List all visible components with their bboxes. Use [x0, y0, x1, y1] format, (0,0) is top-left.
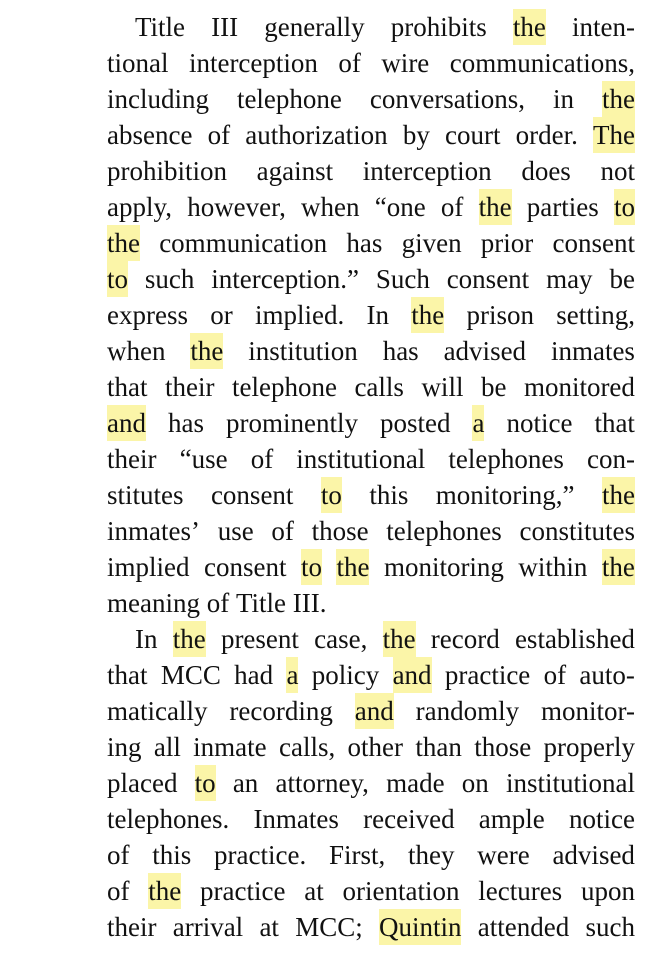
- word: that: [107, 660, 148, 690]
- word: implied.: [254, 300, 345, 330]
- word: inmate: [193, 732, 267, 762]
- word: Title: [235, 588, 287, 618]
- word: had: [234, 660, 274, 690]
- word: will: [421, 372, 464, 402]
- word: prominently: [225, 408, 358, 438]
- word: authorization: [245, 120, 388, 150]
- text-line: [107, 549, 635, 585]
- word: of: [250, 444, 274, 474]
- text-line: [107, 441, 635, 477]
- word: generally: [264, 12, 365, 42]
- text-line: [107, 153, 635, 189]
- text-line: [107, 837, 635, 873]
- word: setting,: [556, 300, 635, 330]
- word: this: [369, 480, 409, 510]
- highlighted-word: to: [614, 189, 635, 225]
- highlighted-word: the: [148, 873, 181, 909]
- word: auto-: [579, 660, 635, 690]
- word: practice: [444, 660, 531, 690]
- word: those: [474, 732, 532, 762]
- word: consent: [210, 480, 294, 510]
- word: their: [107, 912, 157, 942]
- text-line: [107, 477, 635, 513]
- highlighted-word: The: [593, 117, 635, 153]
- word: inmates’: [107, 516, 200, 546]
- word: at: [304, 876, 324, 906]
- highlighted-word: to: [321, 477, 342, 513]
- word: of: [543, 660, 567, 690]
- word: communications,: [449, 48, 635, 78]
- word: tional: [107, 48, 169, 78]
- text-line: [107, 693, 635, 729]
- word: constitutes: [519, 516, 635, 546]
- word: Inmates: [253, 804, 339, 834]
- word: received: [363, 804, 455, 834]
- highlighted-word: the: [190, 333, 223, 369]
- text-line: [107, 513, 635, 549]
- word: First,: [328, 840, 386, 870]
- word: of: [440, 192, 464, 222]
- word: those: [311, 516, 369, 546]
- word: within: [518, 552, 588, 582]
- text-line: [107, 333, 635, 369]
- word: ample: [478, 804, 545, 834]
- word: consent: [203, 552, 287, 582]
- word: advised: [552, 840, 635, 870]
- word: meaning: [107, 588, 200, 618]
- word: notice: [569, 804, 635, 834]
- highlighted-word: and: [355, 693, 394, 729]
- word: randomly: [415, 696, 520, 726]
- highlighted-word: the: [107, 225, 140, 261]
- text-line: [107, 405, 635, 441]
- word: attended: [477, 912, 570, 942]
- text-line: [107, 585, 635, 621]
- word: MCC;: [295, 912, 363, 942]
- word: of: [271, 516, 294, 546]
- word: conversations,: [369, 84, 526, 114]
- word: than: [415, 732, 462, 762]
- word: communication: [159, 228, 328, 258]
- word: consent: [446, 264, 530, 294]
- word: institution: [248, 336, 358, 366]
- highlighted-word: the: [411, 297, 444, 333]
- word: order.: [515, 120, 578, 150]
- word: they: [407, 840, 455, 870]
- text-line: [107, 189, 635, 225]
- word: other: [347, 732, 404, 762]
- word: or: [210, 300, 233, 330]
- word: made: [386, 768, 445, 798]
- text-line: [107, 801, 635, 837]
- word: interception.”: [211, 264, 359, 294]
- word: absence: [107, 120, 193, 150]
- word: interception: [188, 48, 318, 78]
- word: be: [609, 264, 635, 294]
- word: “one: [374, 192, 426, 222]
- word: lectures: [478, 876, 563, 906]
- word: monitored: [523, 372, 635, 402]
- word: telephones.: [107, 804, 230, 834]
- word: their: [107, 444, 157, 474]
- word: however,: [187, 192, 286, 222]
- word: placed: [107, 768, 178, 798]
- word: III: [211, 12, 239, 42]
- text-line: [107, 909, 635, 945]
- word: inten-: [571, 12, 635, 42]
- highlighted-word: the: [336, 549, 369, 585]
- word: attorney,: [275, 768, 369, 798]
- highlighted-word: the: [479, 189, 512, 225]
- word: telephones: [448, 444, 564, 474]
- text-line: [107, 81, 635, 117]
- word: including: [107, 84, 209, 114]
- word: arrival: [172, 912, 244, 942]
- word: practice.: [214, 840, 307, 870]
- word: this: [152, 840, 192, 870]
- highlighted-word: the: [602, 81, 635, 117]
- highlighted-word: to: [195, 765, 216, 801]
- word: an: [232, 768, 259, 798]
- word: institutional: [505, 768, 635, 798]
- word: of: [207, 120, 231, 150]
- text-line: [135, 621, 635, 657]
- word: prison: [466, 300, 534, 330]
- word: monitor-: [541, 696, 635, 726]
- highlighted-word: Quintin: [379, 909, 462, 945]
- word: consent: [552, 228, 635, 258]
- word: telephones: [386, 516, 502, 546]
- text-line: [107, 765, 635, 801]
- highlighted-word: and: [107, 405, 146, 441]
- word: posted: [379, 408, 451, 438]
- word: when: [301, 192, 360, 222]
- word: In: [366, 300, 389, 330]
- word: telephone: [231, 372, 337, 402]
- word: prohibition: [107, 156, 227, 186]
- word: in: [553, 84, 575, 114]
- highlighted-word: the: [602, 477, 635, 513]
- word: orientation: [342, 876, 460, 906]
- word: prior: [480, 228, 534, 258]
- word: Such: [375, 264, 430, 294]
- word: has: [382, 336, 419, 366]
- word: when: [107, 336, 166, 366]
- word: institutional: [296, 444, 426, 474]
- text-line: [107, 117, 635, 153]
- word: be: [480, 372, 507, 402]
- text-line: [107, 873, 635, 909]
- word: prohibits: [390, 12, 487, 42]
- word: telephone: [236, 84, 342, 114]
- text-line: [107, 261, 635, 297]
- highlighted-word: the: [383, 621, 416, 657]
- word: present: [220, 624, 299, 654]
- highlighted-word: a: [472, 405, 484, 441]
- highlighted-word: to: [107, 261, 128, 297]
- text-line: [107, 369, 635, 405]
- highlighted-word: and: [393, 657, 432, 693]
- word: policy: [311, 660, 380, 690]
- text-line: [107, 657, 635, 693]
- word: upon: [580, 876, 635, 906]
- word: not: [600, 156, 635, 186]
- word: calls: [354, 372, 404, 402]
- word: notice: [506, 408, 573, 438]
- word: interception: [362, 156, 492, 186]
- word: Title: [135, 12, 186, 42]
- word: has: [167, 408, 204, 438]
- word: “use: [179, 444, 228, 474]
- word: inmates: [550, 336, 635, 366]
- word: such: [585, 912, 635, 942]
- word: given: [401, 228, 462, 258]
- word: wire: [381, 48, 430, 78]
- word: III.: [292, 588, 327, 618]
- word: by: [402, 120, 430, 150]
- word: advised: [443, 336, 527, 366]
- word: of: [338, 48, 361, 78]
- word: MCC: [160, 660, 221, 690]
- word: on: [461, 768, 489, 798]
- word: their: [165, 372, 215, 402]
- highlighted-word: the: [173, 621, 206, 657]
- highlighted-word: to: [301, 549, 322, 585]
- word: does: [521, 156, 571, 186]
- word: established: [514, 624, 635, 654]
- word: of: [206, 588, 230, 618]
- word: practice: [200, 876, 286, 906]
- word: against: [256, 156, 334, 186]
- word: may: [546, 264, 593, 294]
- word: of: [107, 840, 130, 870]
- word: that: [594, 408, 635, 438]
- text-line: [107, 225, 635, 261]
- highlighted-word: the: [602, 549, 635, 585]
- word: record: [430, 624, 500, 654]
- word: matically: [107, 696, 208, 726]
- word: use: [217, 516, 254, 546]
- word: calls,: [278, 732, 336, 762]
- word: properly: [543, 732, 635, 762]
- word: implied: [107, 552, 190, 582]
- word: parties: [526, 192, 599, 222]
- word: In: [135, 624, 158, 654]
- word: con-: [587, 444, 635, 474]
- highlighted-word: the: [513, 9, 546, 45]
- word: has: [346, 228, 383, 258]
- word: express: [107, 300, 188, 330]
- word: apply,: [107, 192, 172, 222]
- word: that: [107, 372, 148, 402]
- text-line: [107, 297, 635, 333]
- word: monitoring,”: [435, 480, 575, 510]
- highlighted-word: a: [286, 657, 298, 693]
- text-line: [135, 9, 635, 45]
- text-line: [107, 729, 635, 765]
- word: ing: [107, 732, 142, 762]
- word: of: [107, 876, 130, 906]
- text-line: [107, 45, 635, 81]
- word: such: [144, 264, 195, 294]
- word: recording: [229, 696, 333, 726]
- word: case,: [314, 624, 368, 654]
- word: stitutes: [107, 480, 184, 510]
- word: all: [153, 732, 181, 762]
- word: were: [477, 840, 530, 870]
- word: court: [444, 120, 501, 150]
- word: monitoring: [383, 552, 504, 582]
- word: at: [259, 912, 279, 942]
